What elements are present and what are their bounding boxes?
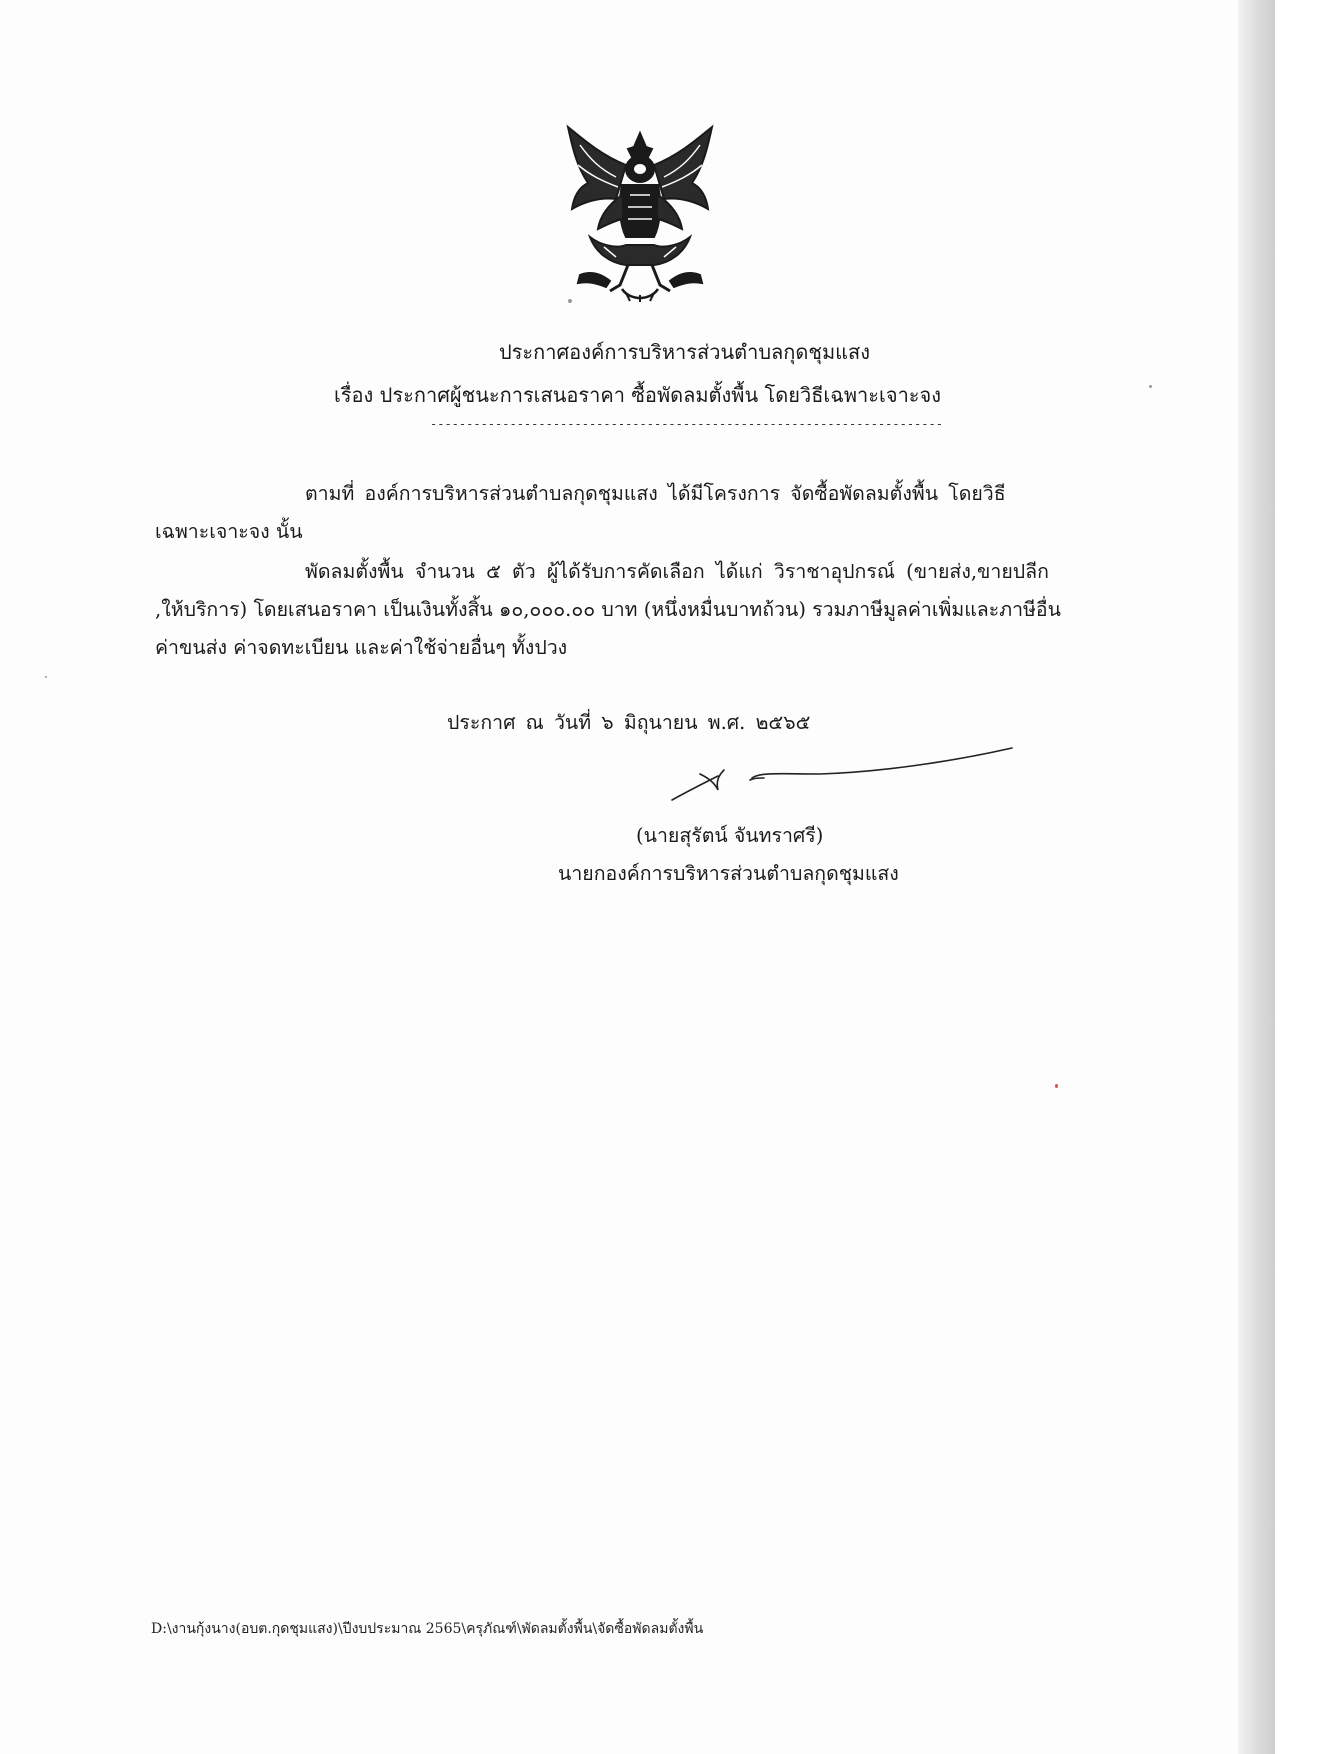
announcement-title: ประกาศองค์การบริหารส่วนตำบลกุดชุมแสง xyxy=(498,340,871,364)
paragraph-2-line-1: พัดลมตั้งพื้น จำนวน ๕ ตัว ผู้ได้รับการคัดเลือก ได้แก่ วิราชาอุปกรณ์ (ขายส่ง,ขายปลีก xyxy=(305,560,1049,583)
paragraph-2-line-3: ค่าขนส่ง ค่าจดทะเบียน และค่าใช้จ่ายอื่นๆ ทั้งปวง xyxy=(155,636,568,659)
scan-edge-shadow xyxy=(1238,0,1275,1754)
scan-speck xyxy=(1149,385,1152,388)
separator-line: ----------------------------------------------------------------------- xyxy=(430,417,943,431)
scan-speck xyxy=(1055,1084,1058,1088)
signer-position: นายกองค์การบริหารส่วนตำบลกุดชุมแสง xyxy=(558,862,899,885)
file-path-footer: D:\งานกุ้งนาง(อบต.กุดชุมแสง)\ปีงบประมาณ 2565\ครุภัณฑ์\พัดลมตั้งพื้น\จัดซื้อพัดลมตั้งพื้น xyxy=(151,1621,704,1637)
paragraph-2-line-2: ,ให้บริการ) โดยเสนอราคา เป็นเงินทั้งสิ้น ๑๐,๐๐๐.๐๐ บาท (หนึ่งหมื่นบาทถ้วน) รวมภาษีมูลค่าเพิ่มและภาษีอื่น xyxy=(155,598,1061,621)
scan-speck xyxy=(568,299,572,303)
paragraph-1-line-1: ตามที่ องค์การบริหารส่วนตำบลกุดชุมแสง ได้มีโครงการ จัดซื้อพัดลมตั้งพื้น โดยวิธี xyxy=(305,482,1006,505)
scan-speck xyxy=(45,676,47,678)
announcement-subject: เรื่อง ประกาศผู้ชนะการเสนอราคา ซื้อพัดลมตั้งพื้น โดยวิธีเฉพาะเจาะจง xyxy=(333,383,942,407)
signature-icon xyxy=(660,738,1020,808)
announcement-date: ประกาศ ณ วันที่ ๖ มิถุนายน พ.ศ. ๒๕๖๕ xyxy=(447,711,811,734)
garuda-emblem-icon xyxy=(560,125,720,303)
paragraph-1-line-2: เฉพาะเจาะจง นั้น xyxy=(155,520,303,543)
signer-name: (นายสุรัตน์ จันทราศรี) xyxy=(636,824,824,847)
